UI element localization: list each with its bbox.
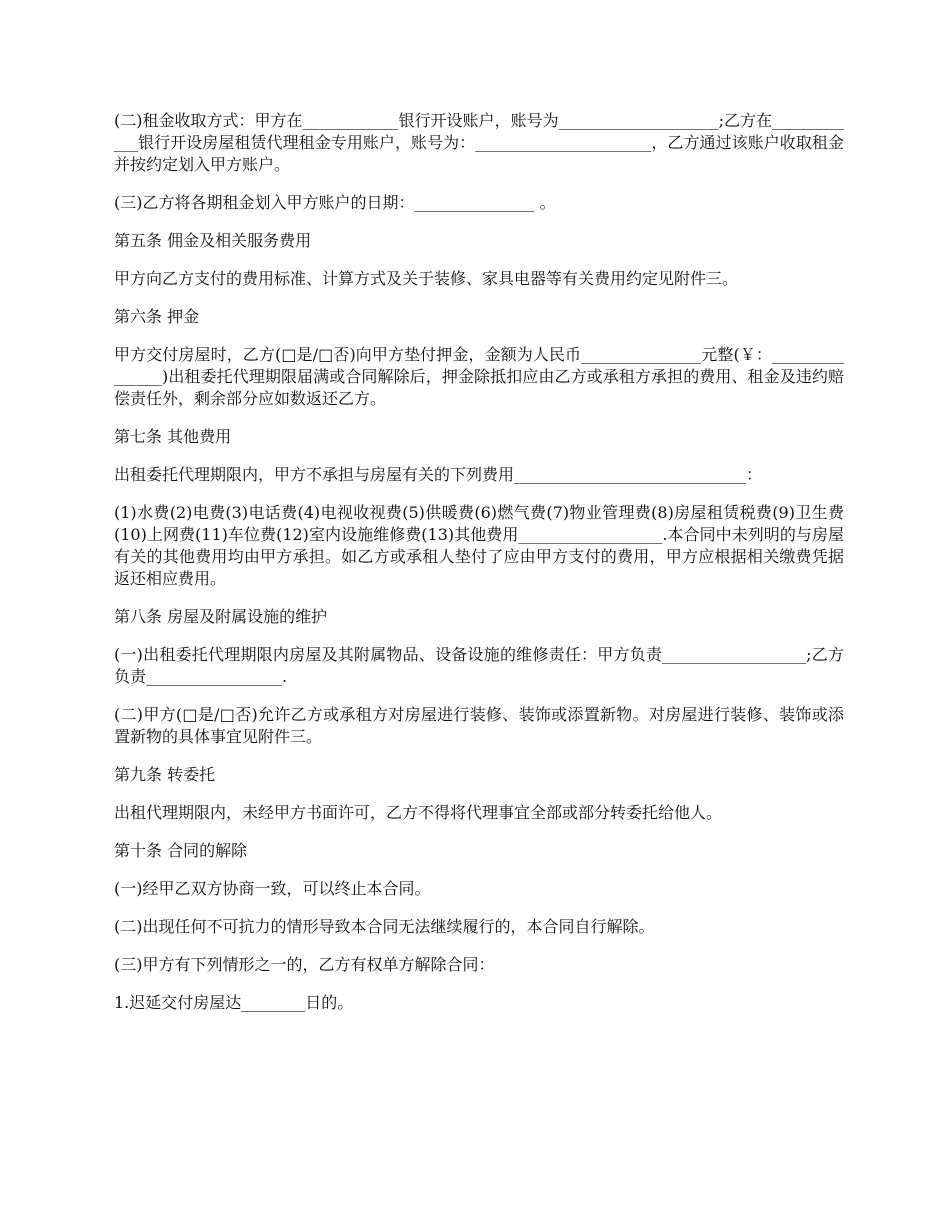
article-8-heading: 第八条 房屋及附属设施的维护 [114,607,328,626]
article-9-body: 出租代理期限内，未经甲方书面许可，乙方不得将代理事宜全部或部分转委托给他人。 [114,803,723,822]
article-10-clause-1: (一)经甲乙双方协商一致，可以终止本合同。 [114,879,431,898]
article-10-item-1: 1.迟延交付房屋达________日的。 [114,993,354,1012]
clause-rent-collection-method: (二)租金收取方式：甲方在____________银行开设账户，账号为____________________;乙方在____________银行开设房屋租赁代理租金专用账户，账号为：______________________，乙方通过该账户收取租金并按约定划入甲方账户。 [114,111,844,174]
article-10-clause-2: (二)出现任何不可抗力的情形导致本合同无法继续履行的，本合同自行解除。 [114,917,655,936]
article-7-heading: 第七条 其他费用 [114,427,232,446]
document-page [114,110,844,1030]
article-8-clause-2: (二)甲方(□是/□否)允许乙方或承租方对房屋进行装修、装饰或添置新物。对房屋进行装修、装饰或添置新物的具体事宜见附件三。 [114,705,844,746]
article-6-heading: 第六条 押金 [114,307,200,326]
article-5-heading: 第五条 佣金及相关服务费用 [114,231,312,250]
article-6-body: 甲方交付房屋时，乙方(□是/□否)向甲方垫付押金，金额为人民币_______________元整(￥：_______________)出租委托代理期限届满或合同解除后，押金除抵扣应由乙方或承租方承担的费用、租金及违约赔偿责任外，剩余部分应如数返还乙方。 [114,345,844,408]
article-7-intro: 出租委托代理期限内，甲方不承担与房屋有关的下列费用_____________________________： [114,465,763,484]
article-10-heading: 第十条 合同的解除 [114,841,248,860]
article-8-clause-1: (一)出租委托代理期限内房屋及其附属物品、设备设施的维修责任：甲方负责__________________;乙方负责_________________. [114,645,844,686]
article-5-body: 甲方向乙方支付的费用标准、计算方式及关于装修、家具电器等有关费用约定见附件三。 [114,269,739,288]
clause-rent-transfer-date: (三)乙方将各期租金划入甲方账户的日期：_______________ 。 [114,193,556,212]
article-9-heading: 第九条 转委托 [114,765,216,784]
article-10-clause-3: (三)甲方有下列情形之一的，乙方有权单方解除合同： [114,955,495,974]
article-7-fee-list: (1)水费(2)电费(3)电话费(4)电视收视费(5)供暖费(6)燃气费(7)物业管理费(8)房屋租赁税费(9)卫生费(10)上网费(11)车位费(12)室内设施维修费(13)其他费用__________________.本合同中未列明的与房屋有关的其他费用均由甲方承担。如乙方或承租人垫付了应由甲方支付的费用，甲方应根据相关缴费凭据返还相应费用。 [114,503,844,588]
